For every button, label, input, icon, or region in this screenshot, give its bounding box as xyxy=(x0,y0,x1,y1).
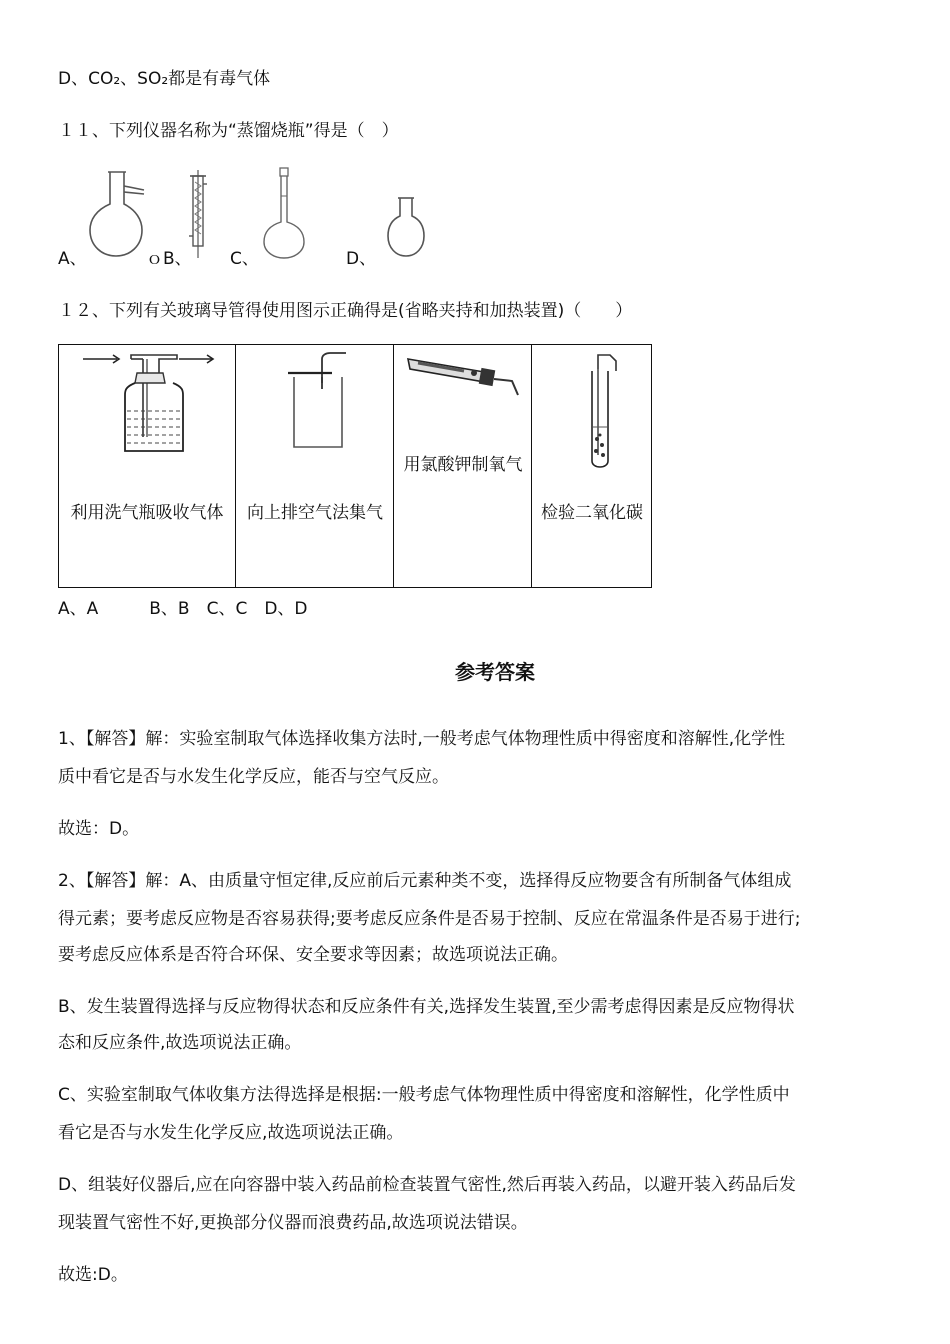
caption-d: 检验二氧化碳 xyxy=(541,503,643,523)
q11-option-d: D、 xyxy=(346,249,377,269)
answer-2-d-line-2: 现装置气密性不好,更换部分仪器而浪费药品,故选项说法错误。 xyxy=(58,1213,528,1233)
answer-2-line-3: 要考虑反应体系是否符合环保、安全要求等因素；故选项说法正确。 xyxy=(58,945,568,965)
gas-washing-bottle-drawing xyxy=(79,351,219,463)
caption-a: 利用洗气瓶吸收气体 xyxy=(70,503,224,523)
table-cell-c xyxy=(393,345,531,587)
volumetric-flask-drawing xyxy=(262,166,308,260)
answer-1-line-2: 质中看它是否与水发生化学反应，能否与空气反应。 xyxy=(58,767,449,787)
q11-stem: １１、下列仪器名称为“蒸馏烧瓶”得是（ ） xyxy=(58,121,399,141)
answer-1-choice: 故选：D。 xyxy=(58,819,140,839)
answer-1-line-1: 1、【解答】解：实验室制取气体选择收集方法时,一般考虑气体物理性质中得密度和溶解性,化学性 xyxy=(58,729,786,749)
answer-2-line-2: 得元素；要考虑反应物是否容易获得;要考虑反应条件是否易于控制、反应在常温条件是否易于进行; xyxy=(58,909,801,929)
answer-2-c-line-2: 看它是否与水发生化学反应,故选项说法正确。 xyxy=(58,1123,404,1143)
gas-collection-bottle-drawing xyxy=(284,349,364,455)
distilling-flask-drawing xyxy=(88,168,148,260)
caption-b: 向上排空气法集气 xyxy=(247,503,383,523)
q10-option-d: D、CO₂、SO₂都是有毒气体 xyxy=(58,69,271,89)
q11-option-c: C、 xyxy=(230,249,259,269)
caption-c: 用氯酸钾制氧气 xyxy=(403,455,523,475)
q12-options-table xyxy=(58,344,652,588)
answer-2-line-1: 2、【解答】解：A、由质量守恒定律,反应前后元素种类不变，选择得反应物要含有所制备气体组成 xyxy=(58,871,792,891)
table-cell-b xyxy=(235,345,393,587)
q11-option-a: A、 xyxy=(58,249,87,269)
table-cell-a xyxy=(59,345,235,587)
answer-2-b-line-1: B、发生装置得选择与反应物得状态和反应条件有关,选择发生装置,至少需考虑得因素是反应物得状 xyxy=(58,997,795,1017)
answer-2-d-line-1: D、组装好仪器后,应在向容器中装入药品前检查装置气密性,然后再装入药品，以避开装入药品后发 xyxy=(58,1175,796,1195)
test-tube-heating-drawing xyxy=(404,351,524,401)
answer-2-c-line-1: C、实验室制取气体收集方法得选择是根据:一般考虑气体物理性质中得密度和溶解性，化学性质中 xyxy=(58,1085,790,1105)
answer-2-choice: 故选:D。 xyxy=(58,1265,128,1285)
q11-option-b: ｏB、 xyxy=(146,249,192,269)
answer-section-title: 参考答案 xyxy=(455,660,535,684)
test-tube-drawing xyxy=(588,351,628,473)
table-cell-d xyxy=(531,345,651,587)
q12-answer-options: A、A B、B C、C D、D xyxy=(58,599,308,619)
answer-2-b-line-2: 态和反应条件,故选项说法正确。 xyxy=(58,1033,302,1053)
q12-stem: １２、下列有关玻璃导管得使用图示正确得是(省略夹持和加热装置)（ ） xyxy=(58,301,633,321)
round-bottom-flask-drawing xyxy=(386,196,426,258)
